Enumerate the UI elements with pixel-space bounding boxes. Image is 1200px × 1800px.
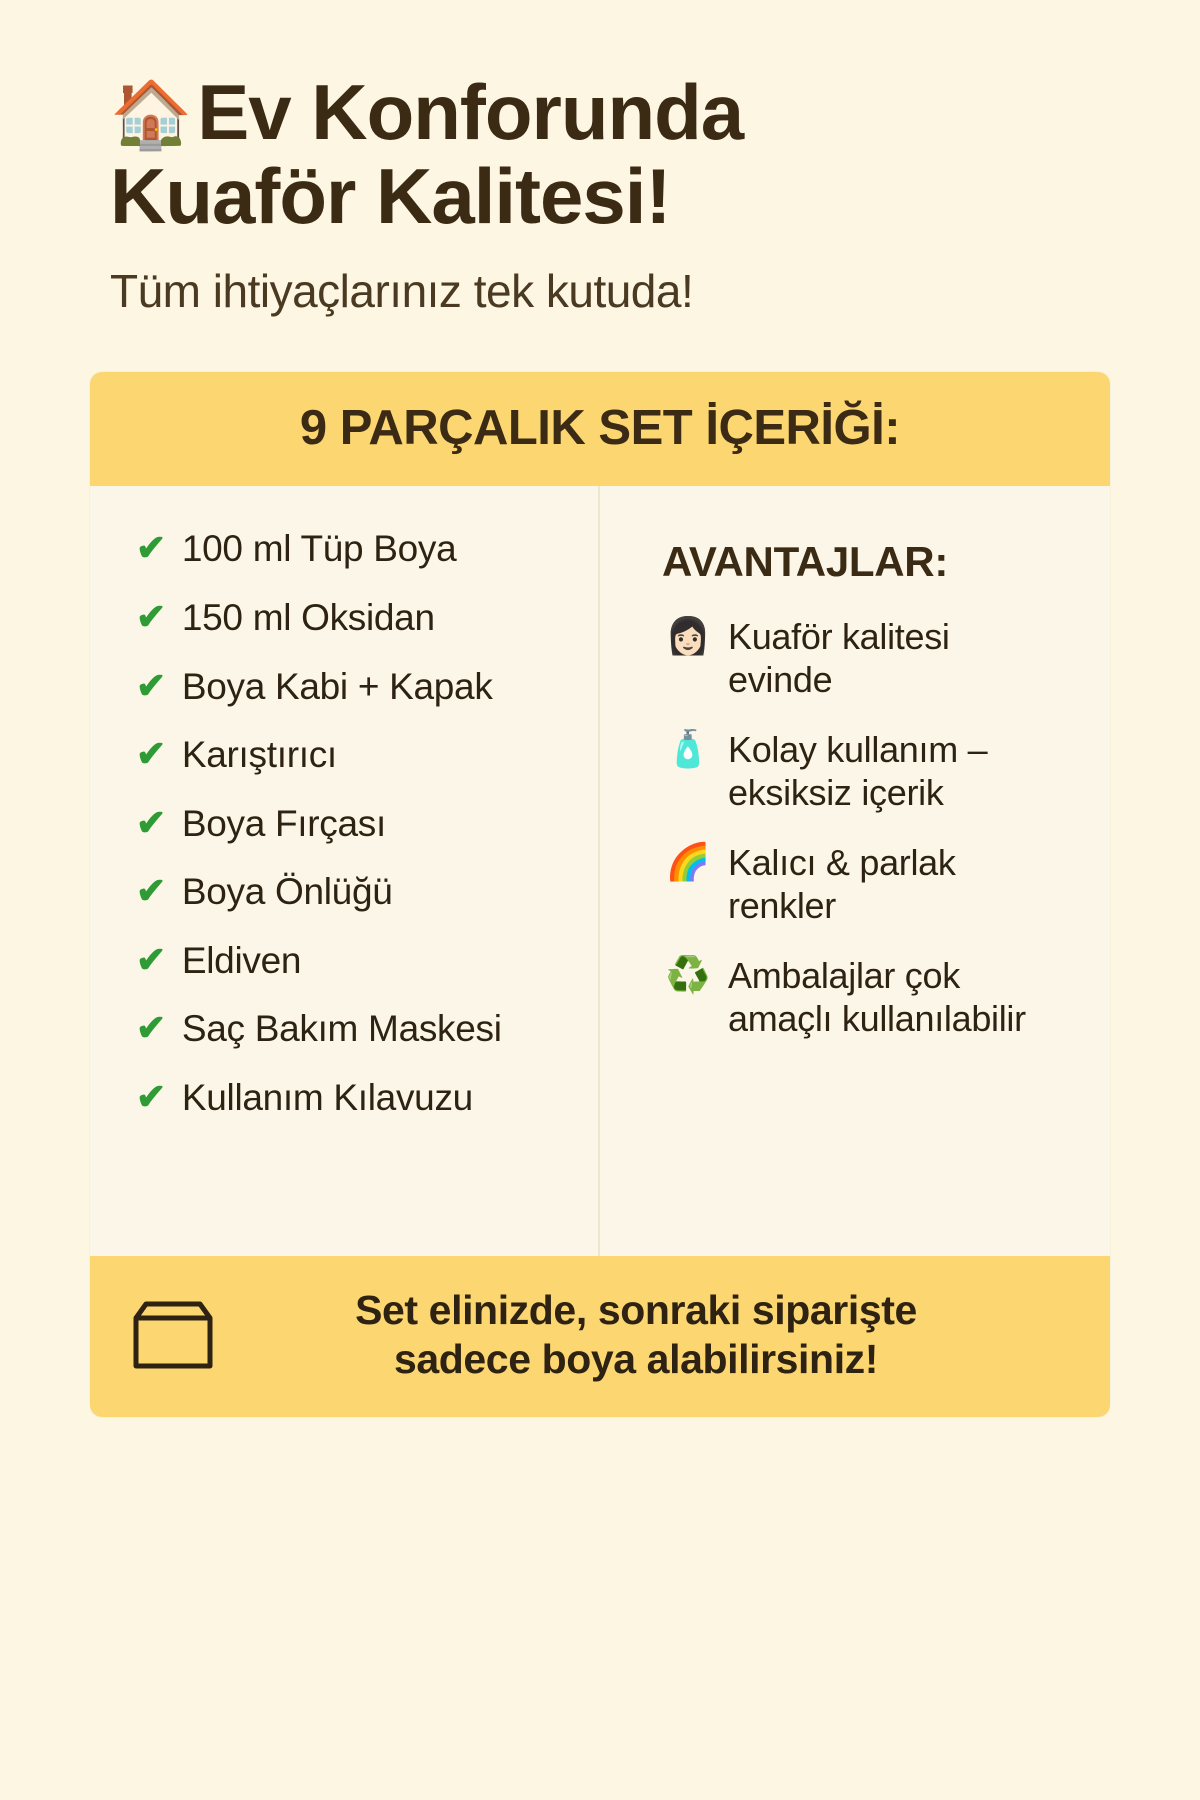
list-item bbox=[662, 955, 1080, 1040]
list-item-label: Kuaför kalitesi evinde bbox=[728, 616, 950, 700]
list-item-label: Ambalajlar çok amaçlı kullanılabilir bbox=[728, 955, 1026, 1039]
list-item bbox=[662, 616, 1080, 701]
check-icon: ✔ bbox=[136, 664, 166, 706]
check-icon: ✔ bbox=[136, 801, 166, 843]
list-item bbox=[662, 842, 1080, 927]
house-icon: 🏠 bbox=[110, 77, 192, 151]
set-items-list bbox=[136, 528, 588, 1119]
list-item bbox=[136, 734, 588, 777]
recycle-icon: ♻️ bbox=[665, 954, 711, 996]
set-contents-card bbox=[90, 372, 1110, 1417]
list-item-label: 150 ml Oksidan bbox=[181, 597, 435, 639]
list-item bbox=[136, 871, 588, 914]
check-icon: ✔ bbox=[136, 1007, 166, 1049]
advantages-title: AVANTAJLAR: bbox=[662, 538, 949, 586]
list-item-label: Boya Önlüğü bbox=[181, 871, 393, 913]
card-footer-line1: Set elinizde, sonraki siparişte bbox=[355, 1287, 917, 1334]
list-item-label: Kalıcı & parlak renkler bbox=[728, 842, 956, 926]
advantages-column bbox=[600, 486, 1110, 1256]
list-item-label: Boya Kabi + Kapak bbox=[181, 665, 493, 707]
card-header-title: 9 PARÇALIK SET İÇERİĞİ: bbox=[299, 401, 901, 456]
list-item-label: Boya Fırçası bbox=[181, 802, 386, 844]
card-footer-text bbox=[242, 1286, 1070, 1383]
list-item bbox=[136, 1077, 588, 1120]
check-icon: ✔ bbox=[136, 938, 166, 980]
card-body bbox=[90, 486, 1110, 1256]
list-item bbox=[136, 666, 588, 709]
box-icon bbox=[130, 1298, 216, 1372]
check-icon: ✔ bbox=[136, 596, 166, 638]
list-item-label: Eldiven bbox=[181, 939, 302, 981]
list-item bbox=[136, 803, 588, 846]
list-item-label: Kullanım Kılavuzu bbox=[181, 1076, 473, 1118]
list-item bbox=[136, 1008, 588, 1051]
list-item-label: Kolay kullanım – eksiksiz içerik bbox=[728, 729, 988, 813]
page-title-line2: Kuaför Kalitesi! bbox=[110, 152, 671, 241]
check-icon: ✔ bbox=[136, 733, 166, 775]
advantages-list bbox=[662, 616, 1080, 1040]
page-title bbox=[110, 68, 1030, 241]
page-subtitle: Tüm ihtiyaçlarınız tek kutuda! bbox=[110, 265, 694, 318]
check-icon: ✔ bbox=[136, 870, 166, 912]
rainbow-icon: 🌈 bbox=[665, 841, 711, 883]
card-header bbox=[90, 372, 1110, 486]
card-footer-line2: sadece boya alabilirsiniz! bbox=[393, 1335, 879, 1382]
page-title-line1: Ev Konforunda bbox=[197, 68, 744, 156]
bottle-icon: 🧴 bbox=[665, 728, 711, 770]
check-icon: ✔ bbox=[136, 527, 166, 569]
set-items-column bbox=[90, 486, 600, 1256]
list-item bbox=[136, 597, 588, 640]
card-footer bbox=[90, 1256, 1110, 1417]
check-icon: ✔ bbox=[136, 1075, 166, 1117]
list-item bbox=[136, 528, 588, 571]
header bbox=[90, 70, 1110, 318]
list-item-label: Saç Bakım Maskesi bbox=[181, 1008, 502, 1050]
list-item bbox=[136, 940, 588, 983]
list-item-label: Karıştırıcı bbox=[181, 734, 337, 776]
woman-icon: 👩🏻 bbox=[665, 615, 711, 657]
list-item-label: 100 ml Tüp Boya bbox=[181, 528, 457, 570]
list-item bbox=[662, 729, 1080, 814]
